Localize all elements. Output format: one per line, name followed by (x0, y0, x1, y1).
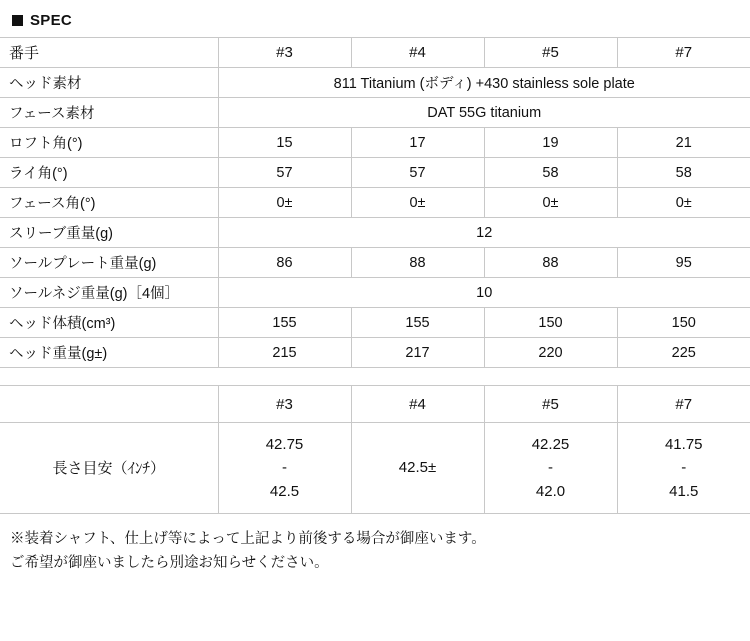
page-title (0, 8, 750, 37)
table-row (0, 386, 750, 423)
table-row (0, 278, 750, 308)
cell-value: 88 (351, 248, 484, 278)
note-line: ご希望が御座いましたら別途お知らせください。 (10, 554, 329, 571)
cell-value: 95 (617, 248, 750, 278)
cell-value: 150 (484, 308, 617, 338)
row-label: ヘッド重量(g±) (0, 338, 218, 368)
cell-value: 155 (218, 308, 351, 338)
row-label: 長さ目安（ｲﾝﾁ） (0, 423, 218, 514)
cell-value: 17 (351, 128, 484, 158)
row-label: ロフト角(°) (0, 128, 218, 158)
length-value: 42.25 (531, 436, 570, 453)
cell-value: #3 (218, 38, 351, 68)
table-row (0, 98, 750, 128)
length-value: 41.5 (669, 482, 699, 500)
row-label: フェース角(°) (0, 188, 218, 218)
table-row (0, 218, 750, 248)
row-label: 番手 (0, 38, 218, 68)
spacer-table (0, 368, 750, 385)
cell-value: DAT 55G titanium (218, 98, 750, 128)
length-value: 42.75 (265, 436, 304, 453)
cell-value: 0± (484, 188, 617, 218)
table-row (0, 158, 750, 188)
cell-value: 215 (218, 338, 351, 368)
table-row (0, 308, 750, 338)
cell-value: 57 (351, 158, 484, 188)
length-value: 41.75 (664, 436, 703, 453)
row-label: ヘッド体積(cm³) (0, 308, 218, 338)
length-cell (484, 423, 617, 514)
spacer-row (0, 368, 750, 385)
row-label: スリーブ重量(g) (0, 218, 218, 248)
length-cell (351, 423, 484, 514)
table-row (0, 38, 750, 68)
row-label: ソールプレート重量(g) (0, 248, 218, 278)
length-separator: - (548, 459, 553, 477)
square-bullet-icon (12, 15, 23, 26)
length-cell (617, 423, 750, 514)
cell-value: 58 (484, 158, 617, 188)
cell-value: 10 (218, 278, 750, 308)
empty-header-cell (0, 386, 218, 423)
length-value: 42.5 (269, 482, 300, 500)
row-label: フェース素材 (0, 98, 218, 128)
cell-value: 217 (351, 338, 484, 368)
column-header: #5 (484, 386, 617, 423)
cell-value: 86 (218, 248, 351, 278)
table-row (0, 338, 750, 368)
length-separator: - (282, 459, 287, 477)
spacer-cell (0, 368, 750, 385)
cell-value: #7 (617, 38, 750, 68)
column-header: #3 (218, 386, 351, 423)
cell-value: 15 (218, 128, 351, 158)
cell-value: 150 (617, 308, 750, 338)
length-separator: - (681, 459, 687, 477)
cell-value: 21 (617, 128, 750, 158)
row-label: ソールネジ重量(g)［4個］ (0, 278, 218, 308)
row-label: ライ角(°) (0, 158, 218, 188)
cell-value: #4 (351, 38, 484, 68)
spec-table (0, 37, 750, 368)
table-row (0, 128, 750, 158)
page-title-label: SPEC (30, 12, 73, 29)
cell-value: 225 (617, 338, 750, 368)
column-header: #7 (617, 386, 750, 423)
length-value: 42.0 (535, 482, 566, 500)
cell-value: 220 (484, 338, 617, 368)
cell-value: 19 (484, 128, 617, 158)
table-row (0, 423, 750, 514)
notes (0, 514, 750, 576)
column-header: #4 (351, 386, 484, 423)
length-cell (218, 423, 351, 514)
note-line: ※装着シャフト、仕上げ等によって上記より前後する場合が御座います。 (10, 530, 486, 547)
cell-value: 0± (351, 188, 484, 218)
row-label: ヘッド素材 (0, 68, 218, 98)
cell-value: #5 (484, 38, 617, 68)
table-row (0, 188, 750, 218)
cell-value: 58 (617, 158, 750, 188)
cell-value: 12 (218, 218, 750, 248)
cell-value: 0± (617, 188, 750, 218)
table-row (0, 248, 750, 278)
length-table (0, 385, 750, 514)
cell-value: 88 (484, 248, 617, 278)
cell-value: 811 Titanium (ボディ) +430 stainless sole plate (218, 68, 750, 98)
table-row (0, 68, 750, 98)
cell-value: 57 (218, 158, 351, 188)
cell-value: 0± (218, 188, 351, 218)
length-value: 42.5± (398, 459, 437, 477)
cell-value: 155 (351, 308, 484, 338)
